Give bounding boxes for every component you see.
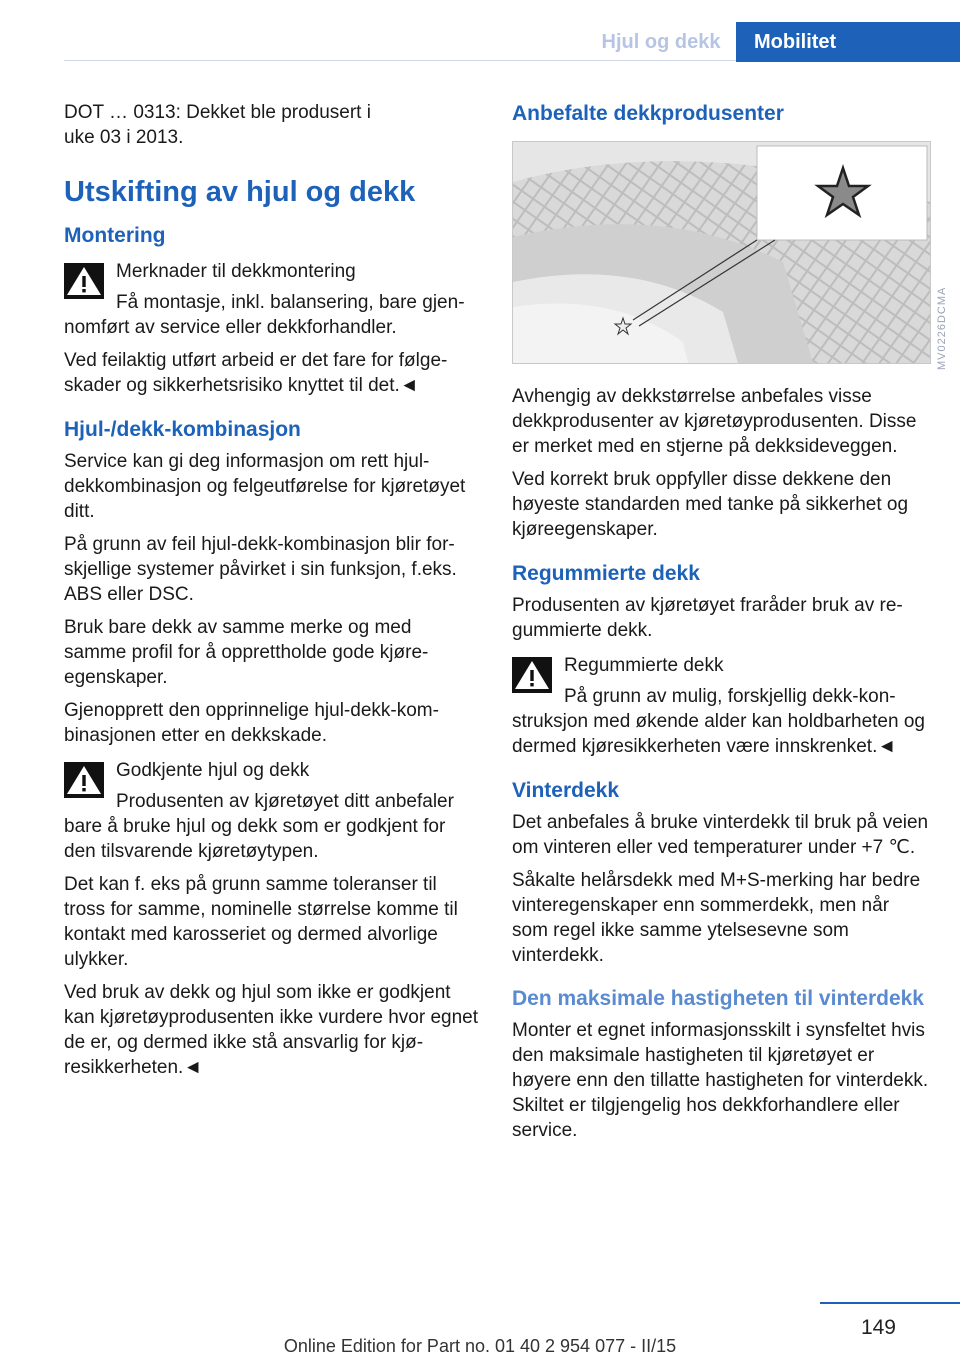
paragraph: Service kan gi deg informasjon om rett hjul-dekkombinasjon og felgeutførelse for kjøretøyet ditt.: [64, 451, 466, 522]
warning-block-approved: [64, 758, 478, 1080]
warning-text: Ved feilaktig utført arbeid er det fare for følgeskader og sikkerhetsrisiko knyttet til det.◄: [64, 350, 448, 396]
paragraph: Bruk bare dekk av samme merke og med samme profil for å opprettholde gode kjøreegenskaper.: [64, 617, 429, 688]
paragraph: Såkalte helårsdekk med M+S-merking har bedre vinteregenskaper enn sommerdekk, men når som regel ikke samme ytelsesevne som vinterdekk.: [512, 870, 921, 966]
warning-text: Det kan f. eks på grunn samme toleranser til tross for samme, nominelle størrelse komme til kontakt med karosseriet og dermed alvorlige ulykker.: [64, 874, 458, 970]
paragraph: Monter et egnet informasjonsskilt i synsfeltet hvis den maksimale hastigheten til kjøretøyet er høyere enn den tillatte hastigheten for vinterdekk. Skiltet er tilgjengelig hos dekkforhandlere eller service.: [512, 1020, 929, 1141]
warning-icon: [512, 657, 552, 693]
subheading-max-speed: Den maksimale hastigheten til vinterdekk: [512, 987, 924, 1010]
dot-intro: DOT … 0313: Dekket ble produsert i uke 03 i 2013.: [64, 102, 371, 148]
footer-rule: [820, 1302, 960, 1304]
tire-star-figure: [512, 141, 931, 364]
heading-recommended: Anbefalte dekkprodusenter: [512, 102, 784, 125]
tire-illustration: [513, 142, 930, 363]
section-tab[interactable]: Hjul og dekk: [601, 31, 721, 53]
figure-code: MV0226DCMA: [936, 286, 948, 370]
warning-icon: [64, 762, 104, 798]
warning-text: Få montasje, inkl. balansering, bare gjennomført av service eller dekkforhandler.: [64, 292, 465, 338]
heading-combination: Hjul-/dekk-kombinasjon: [64, 418, 301, 441]
warning-title: Godkjente hjul og dekk: [116, 760, 310, 781]
heading-montering: Montering: [64, 224, 166, 247]
warning-text: Ved bruk av dekk og hjul som ikke er godkjent kan kjøretøyprodusenten ikke vurdere hvor egnet de er, og dermed ikke stå ansvarlig for kjøresikkerheten.◄: [64, 982, 478, 1078]
paragraph: Produsenten av kjøretøyet fraråder bruk av regummierte dekk.: [512, 595, 903, 641]
warning-text: På grunn av mulig, forskjellig dekk-konstruksjon med økende alder kan holdbarheten og dermed kjøresikkerheten være innskrenket.◄: [512, 686, 925, 757]
paragraph: Ved korrekt bruk oppfyller disse dekkene den høyeste standarden med tanke på sikkerhet og kjøreegenskaper.: [512, 469, 909, 540]
page-title: Utskifting av hjul og dekk: [64, 176, 416, 208]
warning-text: Produsenten av kjøretøyet ditt anbefaler bare å bruke hjul og dekk som er godkjent for den tilsvarende kjøretøytypen.: [64, 791, 454, 862]
heading-retreaded: Regummierte dekk: [512, 562, 700, 585]
warning-title: Regummierte dekk: [564, 655, 724, 676]
edition-footer: Online Edition for Part no. 01 40 2 954 077 - II/15: [283, 1336, 677, 1356]
warning-title: Merknader til dekkmontering: [116, 261, 356, 282]
paragraph: Avhengig av dekkstørrelse anbefales visse dekkprodusenter av kjøretøyprodusenten. Disse er merket med en stjerne på dekksideveggen.: [512, 386, 917, 457]
chapter-tab[interactable]: Mobilitet: [736, 22, 960, 62]
left-column: [64, 100, 478, 1088]
paragraph: Det anbefales å bruke vinterdekk til bruk på veien om vinteren eller ved temperaturer under +7 ℃.: [512, 812, 929, 858]
paragraph: Gjenopprett den opprinnelige hjul-dekk-kombinasjonen etter en dekkskade.: [64, 700, 439, 746]
warning-block-mounting: [64, 259, 478, 398]
warning-icon: [64, 263, 104, 299]
page-number: 149: [860, 1316, 896, 1339]
right-column: [512, 100, 930, 1151]
heading-winter: Vinterdekk: [512, 779, 619, 802]
paragraph: På grunn av feil hjul-dekk-kombinasjon blir forskjellige systemer påvirket i sin funksjon, f.eks. ABS eller DSC.: [64, 534, 457, 605]
warning-block-retreaded: [512, 653, 930, 759]
